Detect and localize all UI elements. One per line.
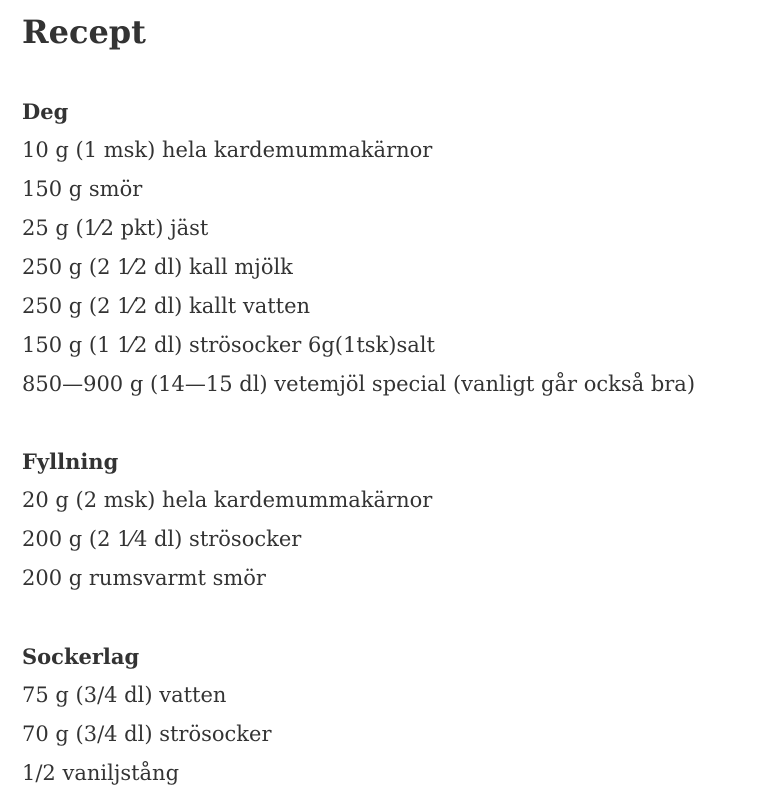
section-heading-sockerlag: Sockerlag [22,644,140,669]
ingredient-list-sockerlag [22,676,772,793]
section-deg [22,92,772,404]
ingredient-item: 70 g (3/4 dl) strösocker [22,722,272,746]
ingredient-item: 200 g rumsvarmt smör [22,566,266,590]
ingredient-list-fyllning [22,481,772,598]
ingredient-item: 20 g (2 msk) hela kardemummakärnor [22,488,433,512]
section-sockerlag [22,637,772,793]
ingredient-item: 150 g (1 1⁄2 dl) strösocker 6g(1tsk)salt [22,333,435,357]
section-fyllning [22,442,772,598]
page-title: Recept [22,13,146,51]
section-heading-deg: Deg [22,99,69,124]
ingredient-item: 850—900 g (14—15 dl) vetemjöl special (vanligt går också bra) [22,372,696,396]
ingredient-item: 150 g smör [22,177,143,201]
section-heading-fyllning: Fyllning [22,449,119,474]
ingredient-item: 1/2 vaniljstång [22,761,180,785]
ingredient-item: 250 g (2 1⁄2 dl) kallt vatten [22,294,311,318]
ingredient-item: 75 g (3/4 dl) vatten [22,683,227,707]
ingredient-item: 250 g (2 1⁄2 dl) kall mjölk [22,255,293,279]
ingredient-item: 10 g (1 msk) hela kardemummakärnor [22,138,433,162]
ingredient-list-deg [22,131,772,404]
ingredient-item: 25 g (1⁄2 pkt) jäst [22,216,209,240]
ingredient-item: 200 g (2 1⁄4 dl) strösocker [22,527,302,551]
